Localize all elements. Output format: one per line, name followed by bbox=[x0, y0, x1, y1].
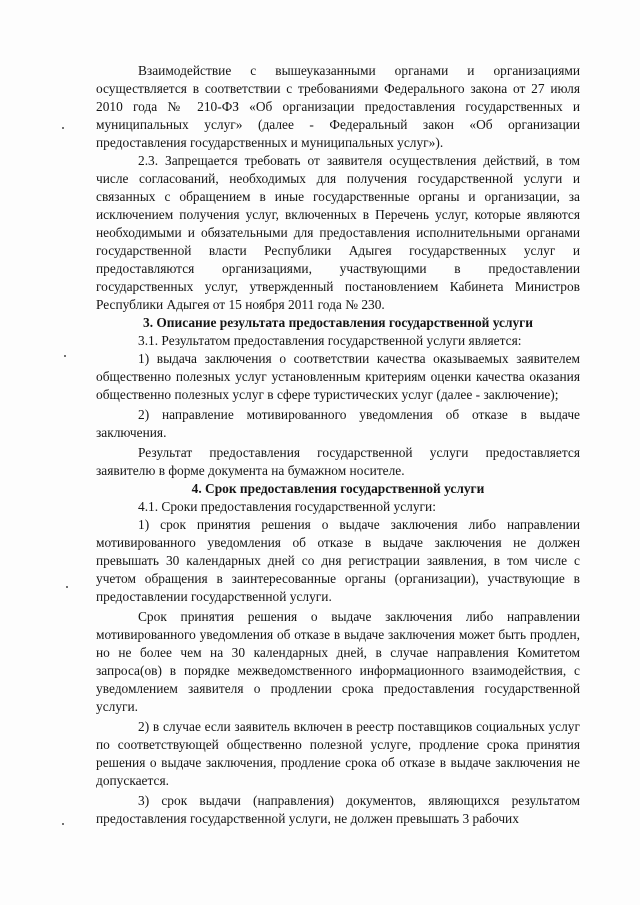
paragraph-3-1: 3.1. Результатом предоставления государственной услуги является: bbox=[138, 333, 522, 348]
paragraph-4-1-item-3: 3) срок выдачи (направления) документов, являющихся результатом предоставления государственной услуги, не должен превышать 3 рабочих bbox=[96, 793, 580, 826]
scan-speck bbox=[64, 355, 66, 357]
paragraph-interaction: Взаимодействие с вышеуказанными органами и организациями осуществляется в соответствии с требованиями Федерального закона от 27 июля 2010 года № 210-ФЗ «Об организации предоставления государственных и муниципальных услуг» (далее - Федеральный закон «Об организации предоставления государственных и муниципальных услуг»). bbox=[96, 63, 580, 150]
paragraph-4-1-item-2: 2) в случае если заявитель включен в реестр поставщиков социальных услуг по соответствующей общественно полезной услуге, продление срока принятия решения о выдаче заключения, продление срока об отказе в выдаче заключения не допускается. bbox=[96, 719, 580, 788]
document-body bbox=[96, 62, 580, 828]
paragraph-2-3: 2.3. Запрещается требовать от заявителя осуществления действий, в том числе согласований, необходимых для получения государственной услуги и связанных с обращением в иные государственные органы и организации, за исключением получения услуг, включенных в Перечень услуг, которые являются необходимыми и обязательными для предоставления исполнительными органами государственной власти Республики Адыгея государственных услуг и предоставляются организациями, участвующими в предоставлении государственных услуг, утвержденный постановлением Кабинета Министров Республики Адыгея от 15 ноября 2011 года № 230. bbox=[96, 153, 580, 312]
section-heading-3: 3. Описание результата предоставления государственной услуги bbox=[143, 315, 533, 330]
scan-speck bbox=[62, 823, 64, 825]
paragraph-3-1-item-2: 2) направление мотивированного уведомления об отказе в выдаче заключения. bbox=[96, 407, 580, 440]
paragraph-extension: Срок принятия решения о выдаче заключения либо направлении мотивированного уведомления об отказе в выдаче заключения может быть продлен, но не более чем на 30 календарных дней, в случае направления Комитетом запроса(ов) в порядке межведомственного информационного взаимодействия, с уведомлением заявителя о продлении срока предоставления государственной услуги. bbox=[96, 609, 580, 714]
scan-speck bbox=[62, 127, 64, 129]
paragraph-3-1-item-1: 1) выдача заключения о соответствии качества оказываемых заявителем общественно полезных услуг установленным критериям оценки качества оказания общественно полезных услуг в сфере туристических услуг (далее - заключение); bbox=[96, 351, 580, 402]
paragraph-4-1: 4.1. Сроки предоставления государственной услуги: bbox=[138, 499, 436, 514]
paragraph-result-form: Результат предоставления государственной услуги предоставляется заявителю в форме документа на бумажном носителе. bbox=[96, 445, 580, 478]
scan-speck bbox=[66, 586, 68, 588]
paragraph-4-1-item-1: 1) срок принятия решения о выдаче заключения либо направлении мотивированного уведомления об отказе в выдаче заключения не должен превышать 30 календарных дней со дня регистрации заявления, в том числе с учетом обращения в заинтересованные органы (организации), участвующие в предоставлении государственной услуги. bbox=[96, 517, 580, 604]
section-heading-4: 4. Срок предоставления государственной услуги bbox=[191, 481, 485, 496]
